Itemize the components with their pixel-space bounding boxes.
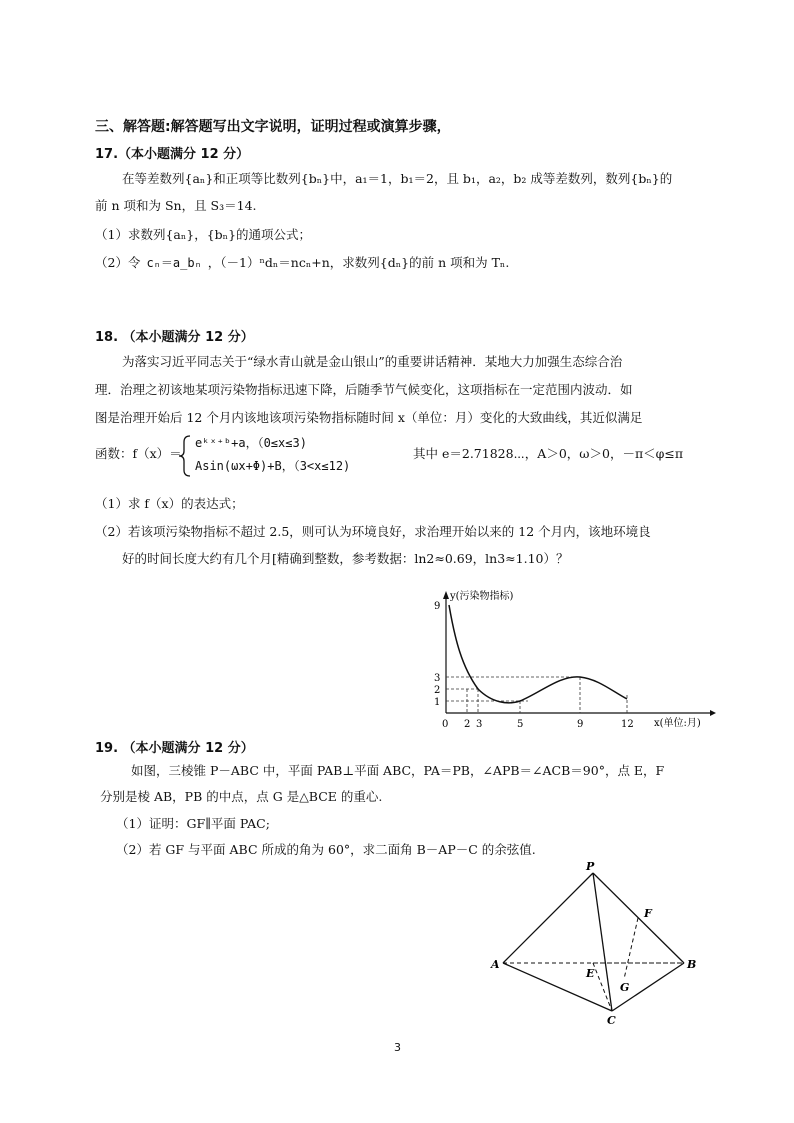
q18-condition: 其中 e＝2.71828⋯，A＞0，ω＞0，－π＜φ≤π — [413, 446, 684, 461]
y-axis-arrow-icon — [443, 591, 449, 599]
q18-line1: 为落实习近平同志关于“绿水青山就是金山银山”的重要讲话精神．某地大力加强生态综合治 — [122, 354, 623, 369]
pollution-graph — [420, 585, 720, 735]
q18-part2-line2: 好的时间长度大约有几个月[精确到整数，参考数据：ln2≈0.69，ln3≈1.10）？ — [122, 551, 569, 566]
x-tick-0: 0 — [442, 719, 449, 730]
left-brace-icon — [178, 434, 192, 478]
section-title: 三、解答题:解答题写出文字说明，证明过程或演算步骤， — [95, 119, 451, 135]
q19-line2: 分别是棱 AB，PB 的中点，点 G 是△BCE 的重心. — [100, 789, 383, 804]
q19-part2: （2）若 GF 与平面 ABC 所成的角为 60°，求二面角 B－AP－C 的余弦值. — [116, 842, 536, 857]
vertex-A: A — [491, 958, 500, 971]
q18-line3: 图是治理开始后 12 个月内该地该项污染物指标随时间 x（单位：月）变化的大致曲线，其近似满足 — [95, 410, 643, 425]
point-F: F — [644, 907, 652, 920]
pyramid-hidden-edges — [503, 918, 684, 1011]
page-number: 3 — [394, 1041, 401, 1054]
q17-line2: 前 n 项和为 Sn，且 S₃＝14. — [95, 198, 257, 213]
q18-header: 18. （本小题满分 12 分） — [95, 330, 254, 345]
y-tick-2: 2 — [434, 685, 441, 696]
q19-part1: （1）证明：GF∥平面 PAC; — [116, 816, 270, 831]
pollution-curve — [449, 605, 627, 703]
q18-part1: （1）求 f（x）的表达式； — [95, 496, 244, 511]
x-axis-label: x(单位:月) — [654, 718, 701, 729]
x-tick-5: 5 — [517, 719, 524, 730]
y-tick-1: 1 — [434, 697, 441, 708]
q18-piece2: Asin(ωx+Φ)+B，（3<x≤12) — [195, 459, 351, 473]
q17-header: 17.（本小题满分 12 分） — [95, 147, 250, 162]
q18-func-label: 函数：f（x）＝ — [95, 446, 182, 461]
vertex-B: B — [687, 958, 697, 971]
x-tick-3: 3 — [476, 719, 483, 730]
pyramid-solid-edges — [503, 873, 684, 1011]
point-E: E — [586, 967, 595, 980]
q17-part2-suffix: ，（－1）ⁿdₙ＝ncₙ+n，求数列{dₙ}的前 n 项和为 Tₙ. — [207, 255, 510, 270]
point-G: G — [620, 981, 630, 994]
q19-line1: 如图，三棱锥 P－ABC 中，平面 PAB⊥平面 ABC，PA＝PB，∠APB＝∠ACB＝90°，点 E，F — [131, 763, 665, 778]
x-tick-2: 2 — [464, 719, 471, 730]
q18-line2: 理．治理之初该地某项污染物指标迅速下降，后随季节气候变化，这项指标在一定范围内波动．如 — [95, 382, 633, 397]
x-tick-12: 12 — [621, 719, 634, 730]
q17-part2-formula: cₙ＝a_bₙ — [146, 256, 202, 270]
q17-part1: （1）求数列{aₙ}，{bₙ}的通项公式； — [95, 227, 312, 242]
vertex-P: P — [586, 860, 595, 873]
q18-piece1: eᵏˣ⁺ᵇ+a，（0≤x≤3) — [195, 436, 307, 450]
y-tick-9: 9 — [434, 601, 441, 612]
x-axis-arrow-icon — [710, 710, 716, 716]
x-tick-9: 9 — [577, 719, 584, 730]
q18-part2-line1: （2）若该项污染物指标不超过 2.5，则可认为环境良好，求治理开始以来的 12 个月内，该地环境良 — [95, 524, 651, 539]
vertex-C: C — [607, 1014, 616, 1027]
pyramid-figure — [488, 858, 703, 1028]
y-axis-label: y(污染物指标) — [450, 591, 514, 602]
q17-line1: 在等差数列{aₙ}和正项等比数列{bₙ}中，a₁＝1，b₁＝2，且 b₁，a₂，b₂ 成等差数列，数列{bₙ}的 — [122, 171, 673, 186]
q19-header: 19. （本小题满分 12 分） — [95, 741, 254, 756]
y-tick-3: 3 — [434, 673, 441, 684]
q17-part2-prefix: （2）令 — [95, 255, 141, 270]
q17-part2 — [95, 255, 509, 271]
